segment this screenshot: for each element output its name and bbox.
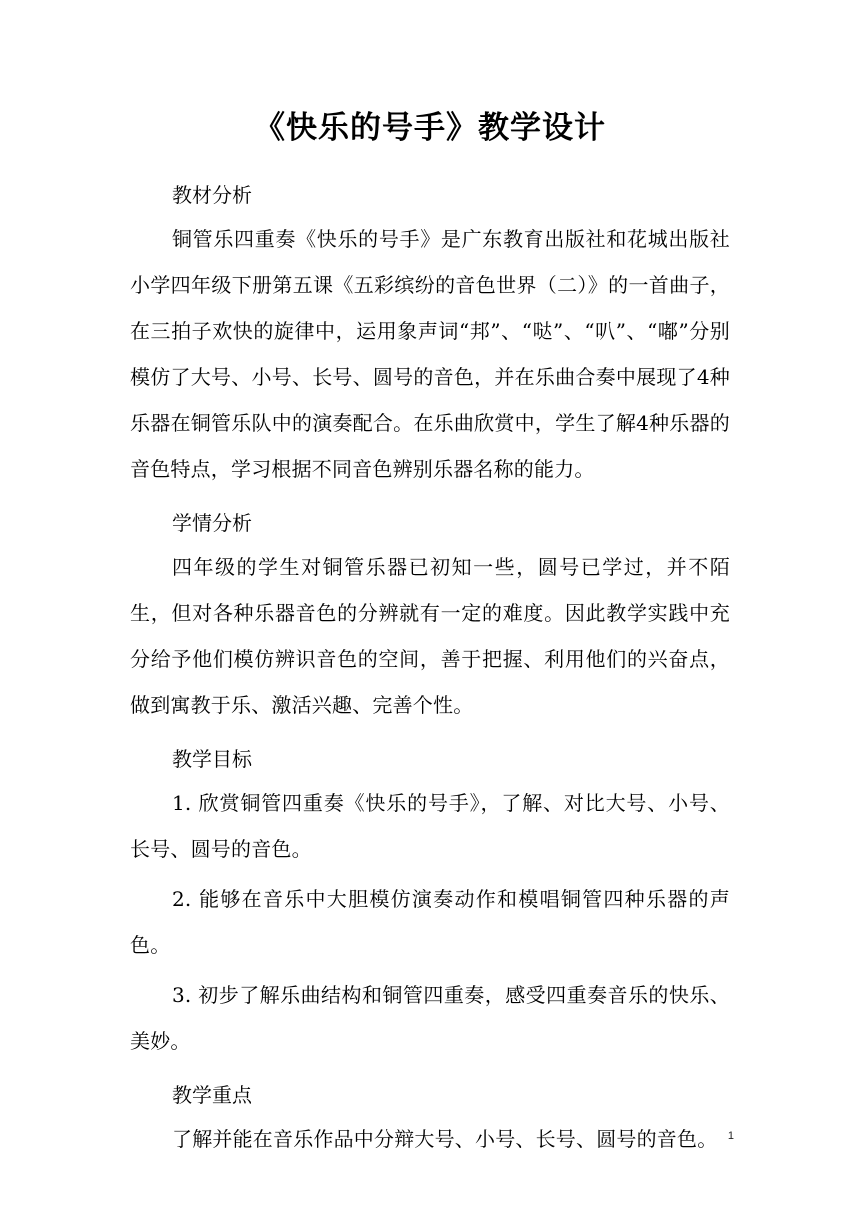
section-paragraph: 了解并能在音乐作品中分辩大号、小号、长号、圆号的音色。	[172, 1127, 718, 1151]
section-heading: 教学重点	[172, 1083, 252, 1107]
section-paragraph: 四年级的学生对铜管乐器已初知一些，圆号已学过，并不陌生，但对各种乐器音色的分辨就有一定的难度。因此教学实践中充分给予他们模仿辨识音色的空间，善于把握、利用他们的兴奋点，做到寓教于乐、激活兴趣、完善个性。	[130, 555, 730, 717]
section-heading: 教学目标	[172, 747, 252, 771]
document-body	[130, 176, 730, 1166]
document-title: 《快乐的号手》教学设计	[254, 110, 606, 146]
section-paragraph: 铜管乐四重奏《快乐的号手》是广东教育出版社和花城出版社小学四年级下册第五课《五彩缤纷的音色世界（二）》的一首曲子，在三拍子欢快的旋律中，运用象声词“邦”、“哒”、“叭”、“嘟”分别模仿了大号、小号、长号、圆号的音色，并在乐曲合奏中展现了4种乐器在铜管乐队中的演奏配合。在乐曲欣赏中，学生了解4种乐器的音色特点，学习根据不同音色辨别乐器名称的能力。	[130, 227, 730, 481]
goal-item: 3. 初步了解乐曲结构和铜管四重奏，感受四重奏音乐的快乐、美妙。	[130, 983, 730, 1053]
section-heading: 学情分析	[172, 511, 252, 535]
section-student-analysis	[130, 504, 730, 728]
section-heading: 教材分析	[172, 183, 252, 207]
goal-item: 2. 能够在音乐中大胆模仿演奏动作和模唱铜管四种乐器的声色。	[130, 887, 730, 957]
page-number: 1	[727, 1130, 734, 1142]
section-textbook-analysis	[130, 176, 730, 492]
section-teaching-focus	[130, 1076, 730, 1162]
goal-item: 1. 欣赏铜管四重奏《快乐的号手》，了解、对比大号、小号、长号、圆号的音色。	[130, 791, 730, 861]
section-teaching-goals	[130, 740, 730, 1064]
